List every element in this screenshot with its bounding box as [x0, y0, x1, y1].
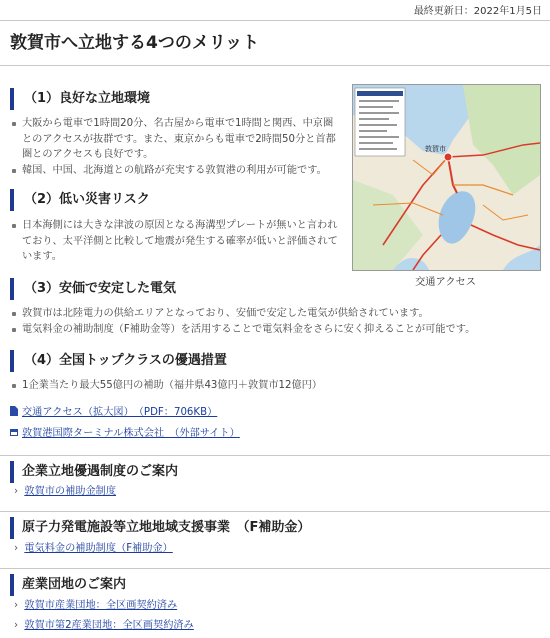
section-electricity-list	[10, 306, 530, 337]
list-item: 電気料金の補助制度（F補助金等）を活用することで電気料金をさらに安く抑えることが可能です。	[10, 322, 530, 338]
list-item: 敦賀市は北陸電力の供給エリアとなっており、安価で安定した電気が供給されています。	[10, 306, 530, 322]
industrial-park-2-link[interactable]: 敦賀市第2産業団地：全区画契約済み	[24, 620, 194, 631]
external-link-icon	[10, 429, 18, 436]
industrial-park-link-row	[14, 599, 177, 613]
f-subsidy-link-row	[14, 542, 173, 556]
page-title: 敦賀市へ立地する4つのメリット	[0, 20, 550, 66]
section-heading-disaster: （2）低い災害リスク	[10, 189, 150, 211]
block-incentives	[0, 455, 550, 483]
last-updated: 最終更新日：2022年1月5日	[413, 6, 542, 17]
industrial-park-2-link-row	[14, 619, 194, 633]
block-heading-f-subsidy: 原子力発電施設等立地地域支援事業 （F補助金）	[10, 517, 310, 539]
port-terminal-row	[10, 427, 240, 441]
port-terminal-link[interactable]: 敦賀港国際ターミナル株式会社 （外部サイト）	[22, 428, 240, 439]
section-heading-electricity: （3）安価で安定した電気	[10, 278, 176, 300]
map-caption: 交通アクセス	[415, 277, 476, 288]
section-incentives-list	[10, 378, 530, 394]
section-disaster-list	[10, 218, 340, 265]
subsidy-link[interactable]: 敦賀市の補助金制度	[24, 486, 117, 497]
access-pdf-row	[10, 406, 217, 420]
map-city-label: 敦賀市	[425, 145, 446, 153]
list-item: 1企業当たり最大55億円の補助（福井県43億円＋敦賀市12億円）	[10, 378, 530, 394]
access-map-image	[353, 85, 540, 270]
block-heading-industrial-parks: 産業団地のご案内	[10, 574, 126, 596]
block-heading-incentives: 企業立地優遇制度のご案内	[10, 461, 178, 483]
list-item: 日本海側には大きな津波の原因となる海溝型プレートが無いと言われており、太平洋側と比較して地震が発生する確率が低いと評価されています。	[10, 218, 340, 265]
industrial-park-link[interactable]: 敦賀市産業団地：全区画契約済み	[24, 600, 178, 611]
block-f-subsidy	[0, 511, 550, 539]
subsidy-link-row	[14, 485, 116, 499]
list-item: 大阪から電車で1時間20分、名古屋から電車で1時間と関西、中京圏とのアクセスが抜群です。また、東京からも電車で2時間50分と首都圏とのアクセスも良好です。	[10, 116, 340, 163]
section-heading-location: （1）良好な立地環境	[10, 88, 150, 110]
list-item: 韓国、中国、北海道との航路が充実する敦賀港の利用が可能です。	[10, 163, 340, 179]
f-subsidy-link[interactable]: 電気料金の補助制度（F補助金）	[24, 543, 173, 554]
access-pdf-link[interactable]: 交通アクセス（拡大図） （PDF：706KB）	[22, 407, 218, 418]
section-heading-incentives: （4）全国トップクラスの優遇措置	[10, 350, 227, 372]
access-map[interactable]	[352, 84, 541, 271]
block-industrial-parks	[0, 568, 550, 596]
section-location-list	[10, 116, 340, 178]
pdf-icon	[10, 406, 18, 416]
